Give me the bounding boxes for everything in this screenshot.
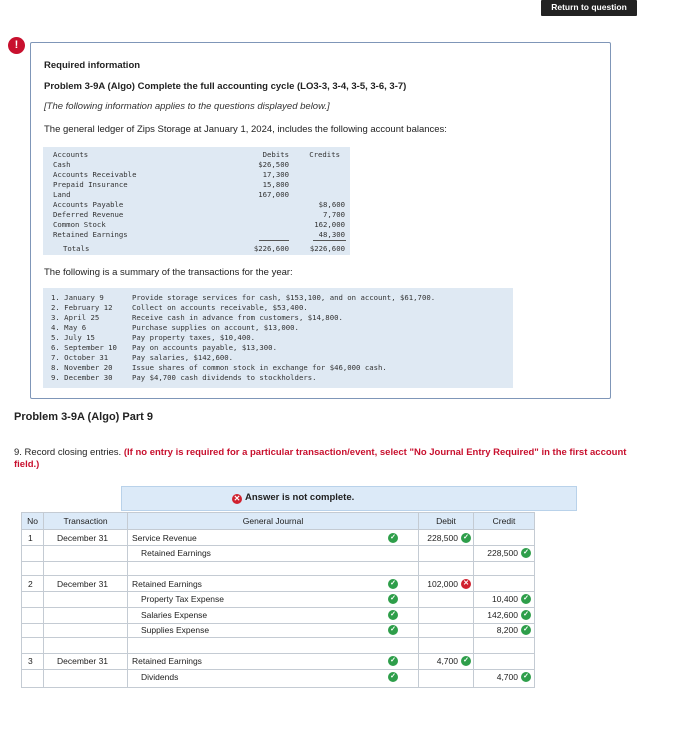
totals-rule [259,240,289,241]
col-general-journal: General Journal [128,513,418,529]
account-name: Accounts Receivable [53,170,137,179]
correct-check-icon: ✓ [521,610,531,620]
summary-intro: The following is a summary of the transactions for the year: [44,267,293,278]
credit-field[interactable]: 142,600 [487,610,518,620]
transaction-desc: Collect on accounts receivable, $53,400. [132,303,308,312]
account-field[interactable]: Service Revenue [132,533,197,543]
account-field[interactable]: Retained Earnings [141,548,211,558]
account-row [43,230,350,240]
status-text: Answer is not complete. [245,492,355,503]
entry-number: 2 [28,579,33,589]
journal-table [21,512,535,688]
account-row [43,190,350,200]
account-field[interactable]: Salaries Expense [141,610,208,620]
correct-check-icon: ✓ [388,656,398,666]
credit-field[interactable]: 10,400 [492,594,518,604]
transaction-desc: Pay salaries, $142,600. [132,353,234,362]
transaction-date: 6. September 10 [51,343,117,352]
instruction-text [14,447,654,471]
account-name: Accounts Payable [53,200,124,209]
debits-header: Debits [262,150,289,159]
correct-check-icon: ✓ [388,625,398,635]
account-row [43,200,350,210]
account-row [43,210,350,220]
account-debit: 15,800 [262,180,289,189]
entry-date[interactable]: December 31 [57,579,109,589]
correct-check-icon: ✓ [461,656,471,666]
account-credit: 7,700 [323,210,345,219]
ledger-intro: The general ledger of Zips Storage at January 1, 2024, includes the following account balances: [44,124,447,135]
applies-note: [The following information applies to the questions displayed below.] [44,101,330,112]
account-name: Cash [53,160,71,169]
transaction-date: 9. December 30 [51,373,113,382]
account-field[interactable]: Property Tax Expense [141,594,224,604]
credits-header: Credits [309,150,340,159]
correct-check-icon: ✓ [461,533,471,543]
account-row [43,220,350,230]
col-credit: Credit [474,513,534,529]
debit-field[interactable]: 102,000 [427,579,458,589]
correct-check-icon: ✓ [521,672,531,682]
account-credit: 162,000 [314,220,345,229]
account-balances-table [43,147,350,255]
totals-label: Totals [63,244,90,253]
instruction-prefix: 9. Record closing entries. [14,447,124,458]
totals-rule [313,240,346,241]
entry-date[interactable]: December 31 [57,656,109,666]
account-name: Common Stock [53,220,106,229]
instruction-note: (If no entry is required for a particular transaction/event, select "No Journal Entry Required" in the first account field.) [14,447,627,470]
col-debit: Debit [419,513,473,529]
required-information-panel [30,42,611,399]
return-to-question-button[interactable]: Return to question [541,0,637,16]
transaction-date: 1. January 9 [51,293,104,302]
account-debit: $26,500 [258,160,289,169]
correct-check-icon: ✓ [388,594,398,604]
transaction-desc: Issue shares of common stock in exchange for $46,000 cash. [132,363,387,372]
transaction-date: 3. April 25 [51,313,100,322]
alert-icon: ! [8,37,25,54]
account-row [43,180,350,190]
account-name: Prepaid Insurance [53,180,128,189]
part-title: Problem 3-9A (Algo) Part 9 [14,411,153,423]
transaction-date: 7. October 31 [51,353,109,362]
account-row [43,170,350,180]
correct-check-icon: ✓ [388,610,398,620]
credit-field[interactable]: 228,500 [487,548,518,558]
incorrect-x-icon: ✕ [461,579,471,589]
col-transaction: Transaction [44,513,127,529]
transaction-date: 5. July 15 [51,333,95,342]
totals-credit: $226,600 [309,244,345,253]
account-credit: 48,300 [318,230,345,239]
entry-number: 1 [28,533,33,543]
correct-check-icon: ✓ [521,625,531,635]
transaction-desc: Receive cash in advance from customers, $14,800. [132,313,343,322]
credit-field[interactable]: 4,700 [496,672,518,682]
transaction-date: 2. February 12 [51,303,113,312]
accounts-header: Accounts [53,150,89,159]
correct-check-icon: ✓ [388,672,398,682]
account-field[interactable]: Dividends [141,672,179,682]
correct-check-icon: ✓ [521,594,531,604]
account-name: Deferred Revenue [53,210,124,219]
problem-title: Problem 3-9A (Algo) Complete the full accounting cycle (LO3-3, 3-4, 3-5, 3-6, 3-7) [44,81,407,92]
totals-debit: $226,600 [253,244,289,253]
transaction-date: 8. November 20 [51,363,113,372]
account-field[interactable]: Retained Earnings [132,579,202,589]
correct-check-icon: ✓ [521,548,531,558]
account-field[interactable]: Retained Earnings [132,656,202,666]
entry-date[interactable]: December 31 [57,533,109,543]
account-credit: $8,600 [318,200,345,209]
transaction-desc: Provide storage services for cash, $153,100, and on account, $61,700. [132,293,436,302]
account-row [43,160,350,170]
transactions-list [43,288,513,388]
required-info-heading: Required information [44,60,141,71]
credit-field[interactable]: 8,200 [496,625,518,635]
answer-status-banner [121,486,577,511]
account-field[interactable]: Supplies Expense [141,625,210,635]
transaction-desc: Purchase supplies on account, $13,000. [132,323,299,332]
transaction-date: 4. May 6 [51,323,87,332]
account-name: Retained Earnings [53,230,128,239]
totals-row [43,244,350,254]
correct-check-icon: ✓ [388,533,398,543]
account-debit: 17,300 [262,170,289,179]
account-debit: 167,000 [258,190,289,199]
debit-field[interactable]: 4,700 [436,656,458,666]
incomplete-icon: ✕ [233,494,241,503]
correct-check-icon: ✓ [388,579,398,589]
debit-field[interactable]: 228,500 [427,533,458,543]
account-name: Land [53,190,71,199]
transaction-desc: Pay property taxes, $10,400. [132,333,256,342]
transaction-desc: Pay on accounts payable, $13,300. [132,343,277,352]
col-no: No [22,513,43,529]
transaction-desc: Pay $4,700 cash dividends to stockholders. [132,373,317,382]
entry-number: 3 [28,656,33,666]
